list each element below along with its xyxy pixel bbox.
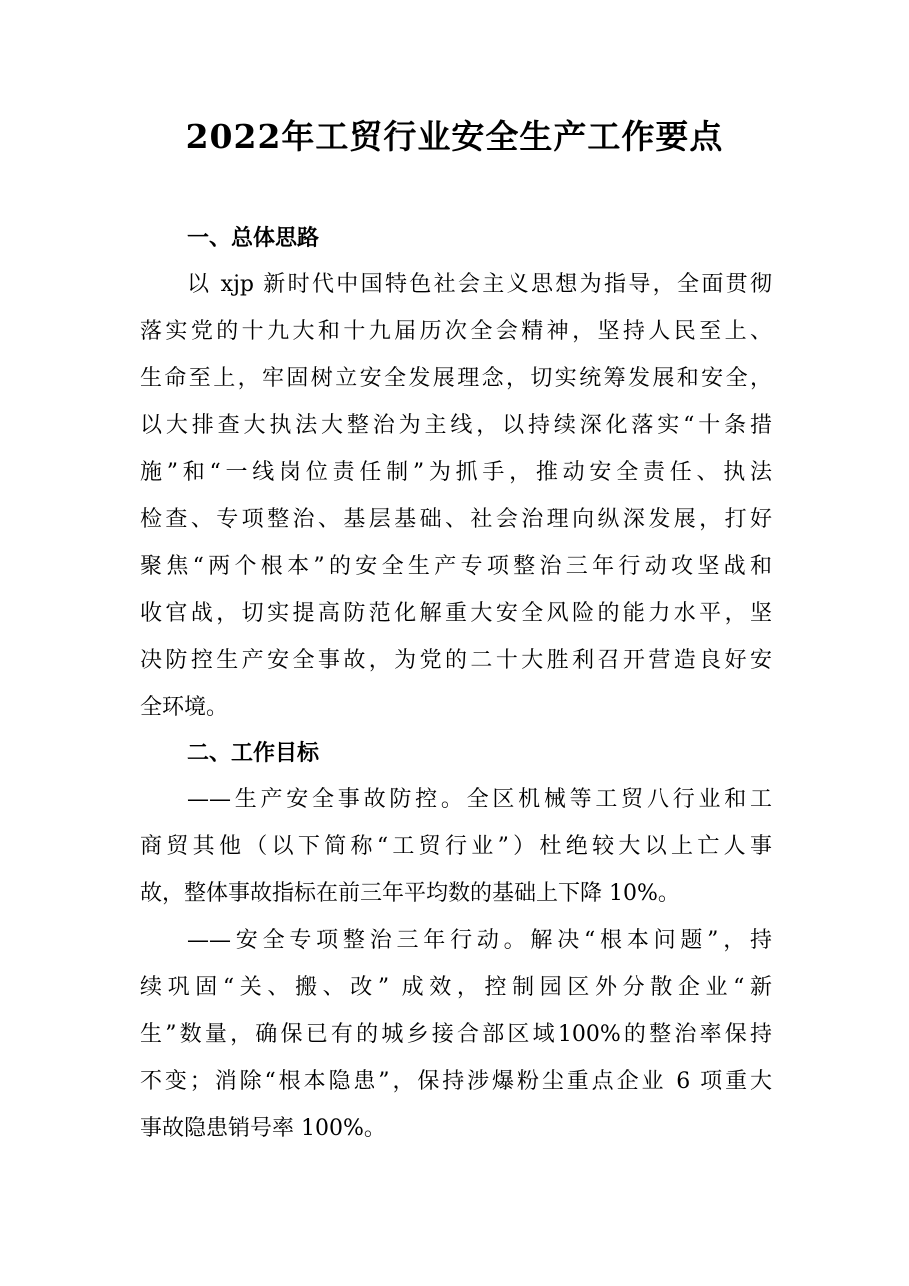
- paragraph-line: 决防控生产安全事故，为党的二十大胜利召开营造良好安: [140, 648, 772, 673]
- paragraph-line: 收官战，切实提高防范化解重大安全风险的能力水平，坚: [140, 601, 772, 626]
- section-heading-work-goals: 二、工作目标: [187, 741, 320, 766]
- paragraph-line: 落实党的十九大和十九届历次全会精神，坚持人民至上、: [140, 319, 772, 344]
- paragraph-line: 以 xjp 新时代中国特色社会主义思想为指导，全面贯彻: [187, 272, 772, 297]
- paragraph-line: 聚焦“两个根本”的安全生产专项整治三年行动攻坚战和: [140, 554, 772, 579]
- paragraph-line: ——生产安全事故防控。全区机械等工贸八行业和工: [187, 787, 772, 812]
- paragraph-line: 全环境。: [140, 695, 229, 720]
- paragraph: [140, 261, 772, 731]
- paragraph-line: 续巩固“关、搬、改” 成效，控制园区外分散企业“新: [140, 975, 772, 1000]
- document-title: 2022年工贸行业安全生产工作要点: [185, 117, 724, 156]
- paragraph-line: 商贸其他（以下简称“工贸行业”）杜绝较大以上亡人事: [140, 834, 772, 859]
- section-heading-overall-approach: 一、总体思路: [187, 226, 320, 251]
- paragraph: [140, 776, 772, 917]
- paragraph-line: 生命至上，牢固树立安全发展理念，切实统筹发展和安全，: [140, 366, 772, 391]
- paragraph-line: 施”和“一线岗位责任制”为抓手，推动安全责任、执法: [140, 460, 772, 485]
- paragraph-line: 检查、专项整治、基层基础、社会治理向纵深发展，打好: [140, 507, 772, 532]
- paragraph-line: 以大排查大执法大整治为主线，以持续深化落实“十条措: [140, 413, 772, 438]
- paragraph-line: 故，整体事故指标在前三年平均数的基础上下降 10%。: [140, 881, 680, 906]
- paragraph: [140, 917, 772, 1152]
- paragraph-line: ——安全专项整治三年行动。解决“根本问题”，持: [187, 928, 772, 953]
- paragraph-line: 不变；消除“根本隐患”，保持涉爆粉尘重点企业 6 项重大: [140, 1069, 772, 1094]
- paragraph-line: 生”数量，确保已有的城乡接合部区域100%的整治率保持: [140, 1022, 772, 1047]
- paragraph-line: 事故隐患销号率 100%。: [140, 1116, 386, 1141]
- document-body: [140, 216, 772, 1152]
